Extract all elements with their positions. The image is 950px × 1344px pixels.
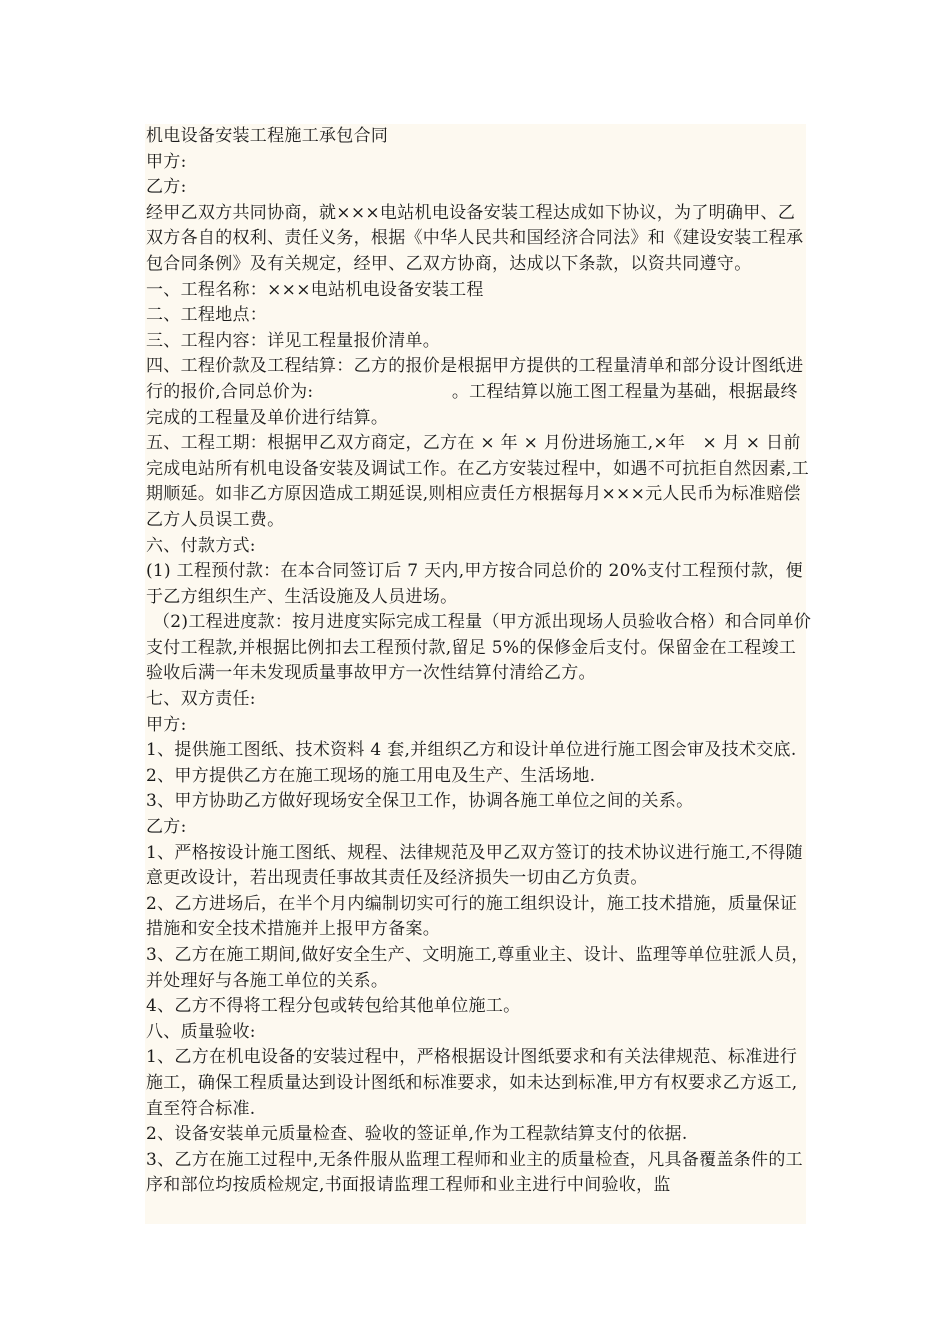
party-b-heading: 乙方: (146, 817, 187, 838)
party-b-item-3: 3、乙方在施工期间,做好安全生产、文明施工,尊重业主、设计、监理等单位驻派人员，并处理好与各施工单位的关系。 (146, 945, 809, 991)
clause-payment-heading: 六、付款方式: (146, 535, 256, 556)
clause-quality-heading: 八、质量验收: (146, 1021, 256, 1042)
party-b-item-4: 4、乙方不得将工程分包或转包给其他单位施工。 (146, 996, 521, 1017)
quality-item-3: 3、乙方在施工过程中,无条件服从监理工程师和业主的质量检查，凡具备覆盖条件的工序和部位均按质检规定,书面报请监理工程师和业主进行中间验收，监 (146, 1149, 803, 1196)
party-a-heading: 甲方: (146, 714, 187, 735)
party-a-item-3: 3、甲方协助乙方做好现场安全保卫工作，协调各施工单位之间的关系。 (146, 791, 694, 812)
document-title: 机电设备安装工程施工承包合同 (146, 126, 389, 146)
party-b-line: 乙方: (146, 177, 187, 198)
document-body (146, 124, 812, 1199)
clause-responsibility-heading: 七、双方责任: (146, 689, 256, 710)
clause-schedule: 五、工程工期：根据甲乙双方商定，乙方在 × 年 × 月份进场施工,×年 × 月 × 日前完成电站所有机电设备安装及调试工作。在乙方安装过程中，如遇不可抗拒自然因素,工期顺延。如非乙方原因造成工期延误,则相应责任方根据每月×××元人民币为标准赔偿乙方人员误工费。 (146, 433, 810, 530)
clause-advance-payment: (1) 工程预付款：在本合同签订后 7 天内,甲方按合同总价的 20%支付工程预付款，便于乙方组织生产、生活设施及人员进场。 (146, 561, 803, 607)
clause-project-name: 一、工程名称：×××电站机电设备安装工程 (146, 279, 484, 300)
clause-price-settlement: 四、工程价款及工程结算：乙方的报价是根据甲方提供的工程量清单和部分设计图纸进行的报价,合同总价为: 。工程结算以施工图工程量为基础，根据最终完成的工程量及单价进行结算。 (146, 356, 804, 428)
preamble-paragraph: 经甲乙双方共同协商，就×××电站机电设备安装工程达成如下协议，为了明确甲、乙双方各自的权利、责任义务，根据《中华人民共和国经济合同法》和《建设安装工程承包合同条例》及有关规定，经甲、乙双方协商，达成以下条款，以资共同遵守。 (146, 202, 804, 274)
party-a-item-1: 1、提供施工图纸、技术资料 4 套,并组织乙方和设计单位进行施工图会审及技术交底. (146, 740, 797, 761)
party-b-item-1: 1、严格按设计施工图纸、规程、法律规范及甲乙双方签订的技术协议进行施工,不得随意更改设计，若出现责任事故其责任及经济损失一切由乙方负责。 (146, 842, 803, 889)
clause-progress-payment: （2)工程进度款：按月进度实际完成工程量（甲方派出现场人员验收合格）和合同单价支付工程款,并根据比例扣去工程预付款,留足 5%的保修金后支付。保留金在工程竣工验收后满一年未发现质量事故甲方一次性结算付清给乙方。 (146, 612, 812, 684)
party-a-line: 甲方: (146, 151, 187, 172)
clause-project-content: 三、工程内容：详见工程量报价清单。 (146, 330, 441, 351)
party-b-item-2: 2、乙方进场后，在半个月内编制切实可行的施工组织设计，施工技术措施，质量保证措施和安全技术措施并上报甲方备案。 (146, 893, 798, 940)
quality-item-1: 1、乙方在机电设备的安装过程中，严格根据设计图纸要求和有关法律规范、标准进行施工，确保工程质量达到设计图纸和标准要求，如未达到标准,甲方有权要求乙方返工,直至符合标准. (146, 1047, 798, 1119)
party-a-item-2: 2、甲方提供乙方在施工现场的施工用电及生产、生活场地. (146, 765, 596, 786)
clause-project-location: 二、工程地点： (146, 305, 268, 326)
quality-item-2: 2、设备安装单元质量检查、验收的签证单,作为工程款结算支付的依据. (146, 1124, 688, 1145)
